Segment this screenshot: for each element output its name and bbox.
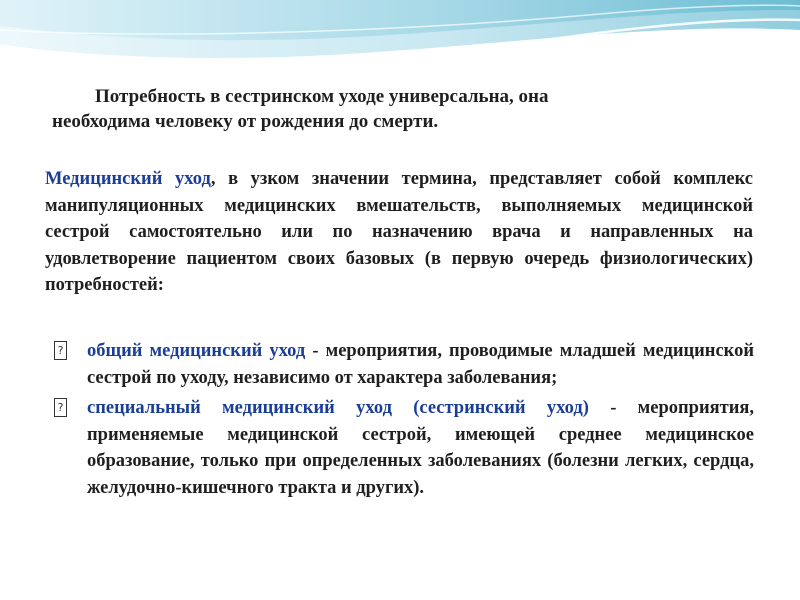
missing-glyph-box-icon: ? (54, 341, 67, 360)
definition-paragraph (45, 166, 753, 299)
definition-text: , в узком значении термина, представляет собой комплекс манипуляционных медицинских вмешательств, выполняемых медицинской сестрой самостоятельно или по назначению врача и направленных на удовлетворение пациентом своих базовых (в первую очередь физиологических) потребностей: (45, 169, 753, 295)
bullet-list (52, 338, 754, 501)
bullet-text: - мероприятия, применяемые медицинской сестрой, имеющей среднее медицинское образование, только при определенных заболеваниях (болезни легких, сердца, желудочно-кишечного тракта и других). (87, 398, 754, 498)
intro-line-1: Потребность в сестринском уходе универсальна, она (95, 86, 549, 107)
bullet-term: специальный медицинский уход (сестринский уход) (87, 398, 589, 418)
bullet-term: общий медицинский уход (87, 341, 306, 361)
bullet-text: - мероприятия, проводимые младшей медицинской сестрой по уходу, независимо от характера заболевания; (87, 341, 754, 388)
bullet-item-general-care (52, 338, 754, 391)
definition-term: Медицинский уход (45, 169, 211, 189)
missing-glyph-box-icon: ? (54, 398, 67, 417)
header-wave-decoration (0, 0, 800, 70)
bullet-item-special-care (52, 395, 754, 501)
intro-line-2: необходима человеку от рождения до смерти. (52, 111, 439, 132)
intro-text (52, 84, 692, 134)
